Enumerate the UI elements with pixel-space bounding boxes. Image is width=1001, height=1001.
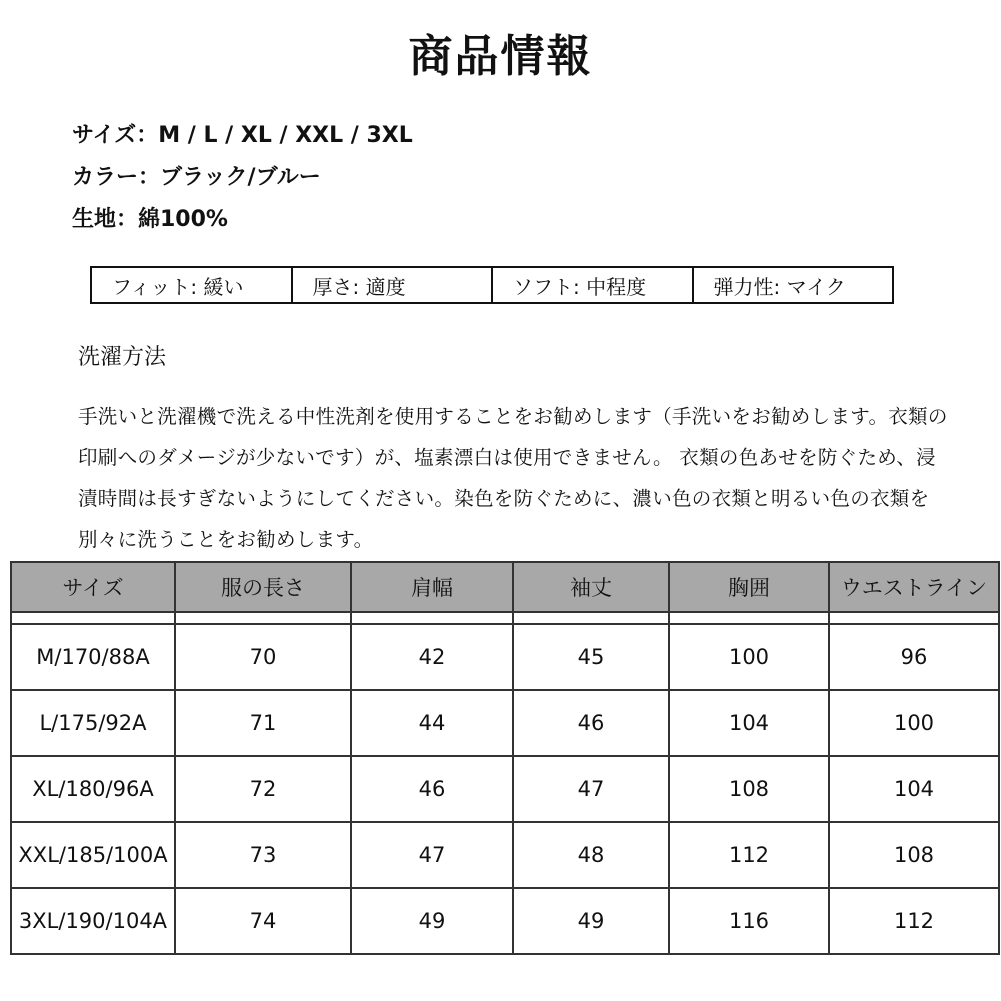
- color-spec: カラー：ブラック/ブルー: [72, 165, 321, 190]
- table-row: [11, 690, 999, 756]
- washing-instructions: 手洗いと洗濯機で洗える中性洗剤を使用することをお勧めします（手洗いをお勧めします。衣類の印刷へのダメージが少ないです）が、塩素漂白は使用できません。 衣類の色あせを防ぐため、浸漬時間は長すぎないようにしてください。染色を防ぐために、濃い色の衣類と明るい色の衣類を別々に洗うことをお勧めします。: [78, 405, 948, 551]
- size-cell: L/175/92A: [11, 690, 175, 756]
- spacer-cell: [351, 612, 513, 624]
- waist-cell: 108: [829, 822, 999, 888]
- table-row: [11, 822, 999, 888]
- shoulder-cell: 42: [351, 624, 513, 690]
- thickness-attribute: 厚さ: 適度: [293, 268, 494, 302]
- shoulder-cell: 49: [351, 888, 513, 954]
- table-header-row: [11, 562, 999, 612]
- shoulder-cell: 46: [351, 756, 513, 822]
- size-cell: XL/180/96A: [11, 756, 175, 822]
- size-cell: 3XL/190/104A: [11, 888, 175, 954]
- table-row: [11, 756, 999, 822]
- spacer-cell: [513, 612, 669, 624]
- material-spec: 生地：綿100%: [72, 207, 228, 232]
- spacer-cell: [669, 612, 829, 624]
- waist-cell: 112: [829, 888, 999, 954]
- shoulder-cell: 44: [351, 690, 513, 756]
- size-table: [10, 561, 1000, 955]
- waist-cell: 96: [829, 624, 999, 690]
- header-size: サイズ: [11, 562, 175, 612]
- size-cell: M/170/88A: [11, 624, 175, 690]
- sleeve-cell: 47: [513, 756, 669, 822]
- washing-title: 洗濯方法: [78, 345, 167, 370]
- fit-attribute: フィット: 緩い: [92, 268, 293, 302]
- length-cell: 73: [175, 822, 351, 888]
- chest-cell: 100: [669, 624, 829, 690]
- page-title: 商品情報: [408, 31, 593, 82]
- spacer-cell: [829, 612, 999, 624]
- elasticity-attribute: 弾力性: マイク: [713, 274, 846, 299]
- chest-cell: 112: [669, 822, 829, 888]
- waist-cell: 100: [829, 690, 999, 756]
- chest-cell: 108: [669, 756, 829, 822]
- length-cell: 71: [175, 690, 351, 756]
- table-spacer-row: [11, 612, 999, 624]
- sleeve-cell: 46: [513, 690, 669, 756]
- header-shoulder: 肩幅: [351, 562, 513, 612]
- sleeve-cell: 45: [513, 624, 669, 690]
- table-row: [11, 624, 999, 690]
- attribute-box: [90, 266, 894, 304]
- size-spec: サイズ：M / L / XL / XXL / 3XL: [72, 123, 413, 148]
- header-sleeve: 袖丈: [513, 562, 669, 612]
- length-cell: 74: [175, 888, 351, 954]
- length-cell: 70: [175, 624, 351, 690]
- spacer-cell: [11, 612, 175, 624]
- size-cell: XXL/185/100A: [11, 822, 175, 888]
- header-chest: 胸囲: [669, 562, 829, 612]
- shoulder-cell: 47: [351, 822, 513, 888]
- table-row: [11, 888, 999, 954]
- header-waist: ウエストライン: [829, 562, 999, 612]
- softness-attribute: ソフト: 中程度: [493, 268, 694, 302]
- header-length: 服の長さ: [175, 562, 351, 612]
- chest-cell: 116: [669, 888, 829, 954]
- spacer-cell: [175, 612, 351, 624]
- waist-cell: 104: [829, 756, 999, 822]
- sleeve-cell: 48: [513, 822, 669, 888]
- chest-cell: 104: [669, 690, 829, 756]
- sleeve-cell: 49: [513, 888, 669, 954]
- length-cell: 72: [175, 756, 351, 822]
